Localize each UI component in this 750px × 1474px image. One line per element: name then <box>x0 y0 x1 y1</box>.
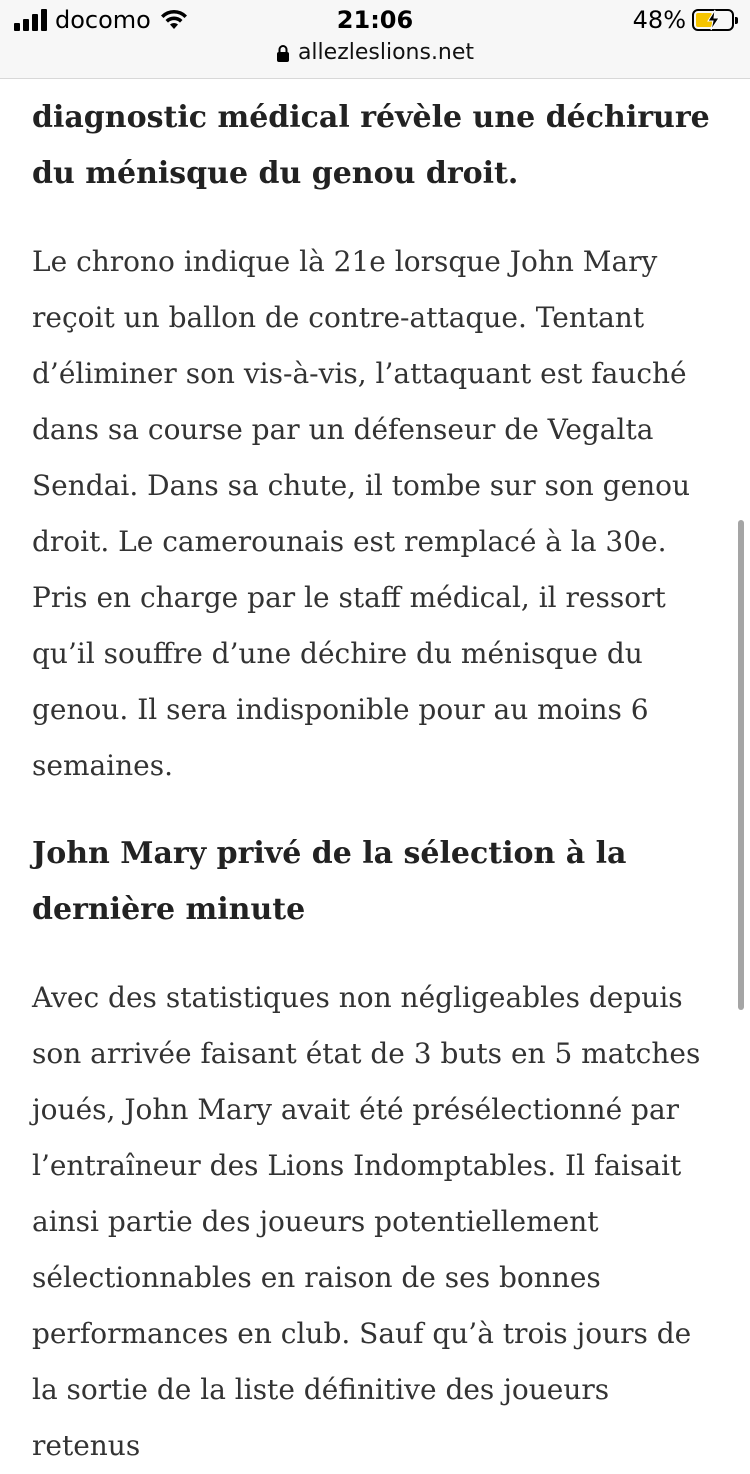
battery-percent: 48% <box>632 6 686 34</box>
article-paragraph-1: Le chrono indique là 21e lorsque John Mary reçoit un ballon de contre-attaque. Tentant d’éliminer son vis-à-vis, l’attaquant est fauché dans sa course par un défenseur de Vegalta Sendai. Dans sa chute, il tombe sur son genou droit. Le camerounais est remplacé à la 30e. Pris en charge par le staff médical, il ressort qu’il souffre d’une déchire du ménisque du genou. Il sera indisponible pour au moins 6 semaines. <box>32 245 691 782</box>
section-heading: John Mary privé de la sélection à la dernière minute <box>32 836 627 927</box>
battery-icon <box>692 9 734 31</box>
charging-bolt-icon <box>706 9 722 31</box>
url-text[interactable]: allezleslions.net <box>297 40 475 65</box>
battery-nub <box>735 17 738 24</box>
clock: 21:06 <box>336 6 414 34</box>
spacer <box>32 794 722 826</box>
spacer <box>32 938 722 970</box>
article-heading-top: diagnostic médical révèle une déchirure du ménisque du genou droit. <box>32 100 710 191</box>
article-paragraph-2: Avec des statistiques non négligeables depuis son arrivée faisant état de 3 buts en 5 matches joués, John Mary avait été présélectionné par l’entraîneur des Lions Indomptables. Il faisait ainsi partie des joueurs potentiellement sélectionnables en raison de ses bonnes performances en club. Sauf qu’à trois jours de la sortie de la liste définitive des joueurs retenus <box>32 981 701 1462</box>
url-bar[interactable] <box>0 40 750 65</box>
scrollbar[interactable] <box>738 520 744 1010</box>
spacer <box>32 202 722 234</box>
carrier-name: docomo <box>55 6 151 34</box>
status-right <box>633 6 734 34</box>
status-bar <box>0 0 750 79</box>
lock-icon <box>276 44 290 62</box>
article-body <box>32 40 722 1474</box>
